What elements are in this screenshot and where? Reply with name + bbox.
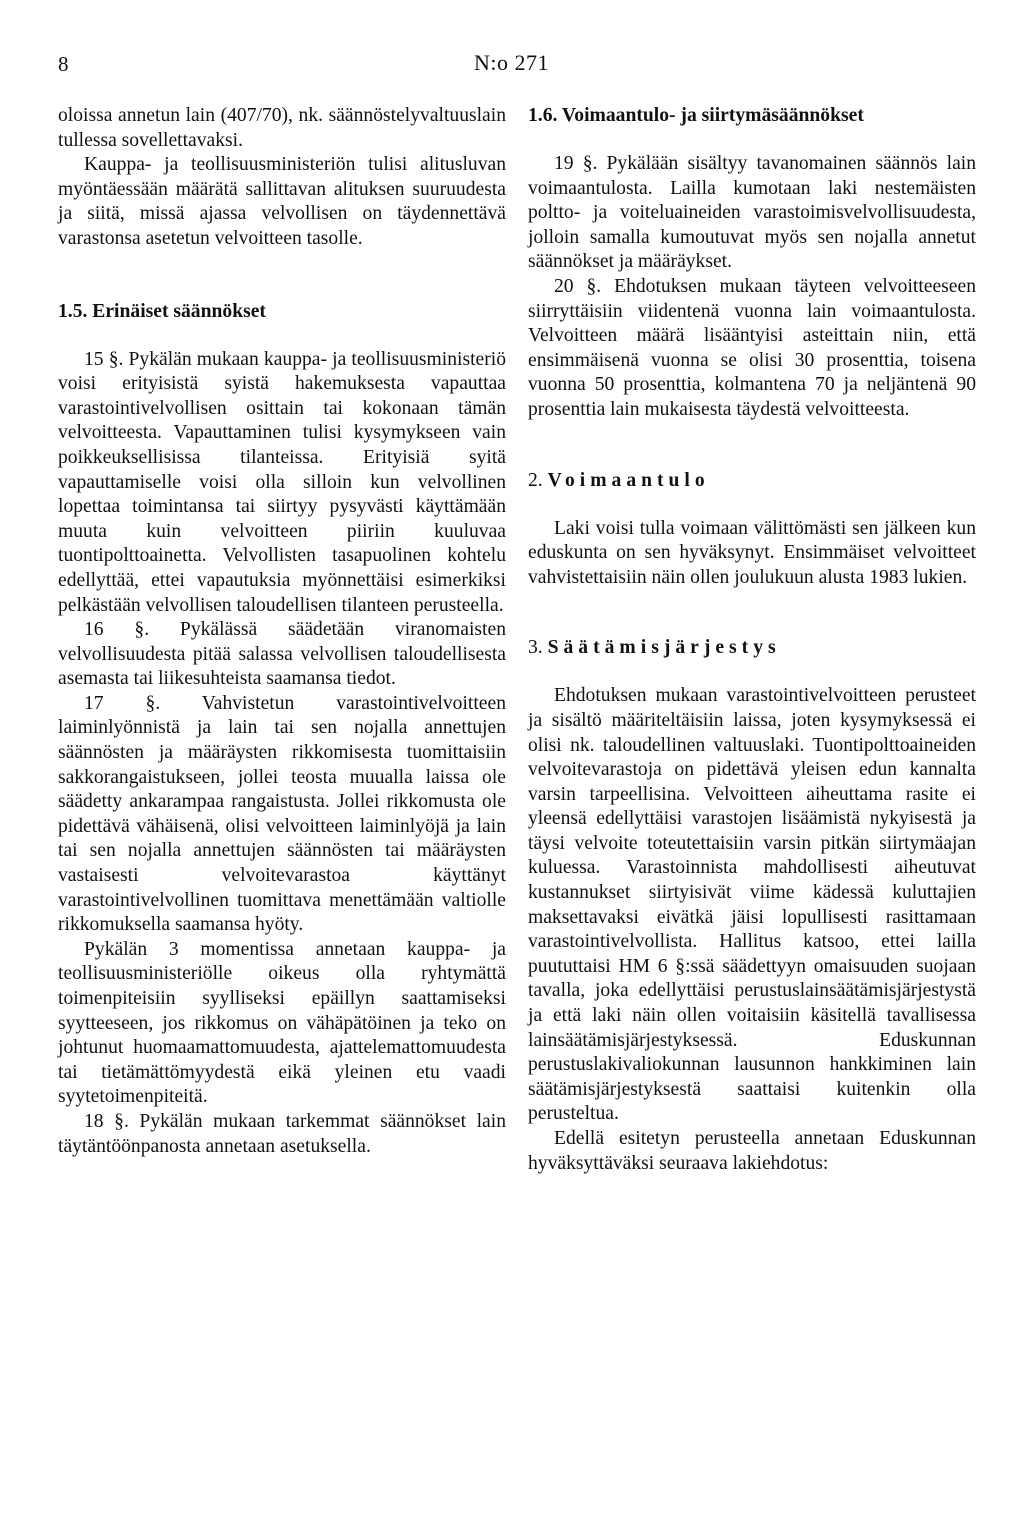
paragraph-section-17: 17 §. Vahvistetun varastointivelvoitteen laiminlyönnistä ja lain tai sen nojalla annettujen säännösten ja määräysten rikkomisesta tuomittaisiin sakkorangaistukseen, jollei teosta muualla laissa ole säädetty ankarampaa rangaistusta. Jollei rikkomusta ole pidettävä vähäisenä, olisi velvoitteen laiminlyöjä ja lain tai sen nojalla annettujen säännösten tai määräysten vastaisesti velvoitevarastoa käyttänyt varastointivelvollinen tuomittava menettämään valtiolle rikkomuksella saamansa hyöty. — [58, 692, 506, 936]
right-column — [528, 104, 976, 1176]
paragraph-intro: oloissa annetun lain (407/70), nk. säännöstelyvaltuuslain tullessa sovellettavaksi. — [58, 105, 506, 151]
paragraph-section-15: 15 §. Pykälän mukaan kauppa- ja teollisuusministeriö voisi erityisistä syistä hakemuksesta vapauttaa varastointivelvollisen osittain tai kokonaan tämän velvoitteesta. Vapauttaminen tulisi kysymykseen vain poikkeuksellisissa tilanteissa. Erityisiä syitä vapauttamiselle voisi olla silloin kun velvollinen lopettaa toimintansa tai siirtyy pysyvästi käyttämään muuta kuin velvoitteen piiriin kuuluvaa tuontipolttoainetta. Velvollisten tasapuolinen kohtelu edellyttää, ettei vapautuksia myönnettäisi esimerkiksi pelkästään velvollisen taloudellisen tilanteen perusteella. — [58, 348, 506, 616]
paragraph-section-16: 16 §. Pykälässä säädetään viranomaisten velvollisuudesta pitää salassa velvollisen taloudellisesta asemasta tai liikesuhteista saamansa tiedot. — [58, 619, 506, 690]
section-heading-3-number: 3. — [528, 637, 543, 659]
section-heading-3-title: Säätämisjärjestys — [547, 637, 781, 659]
paragraph-voimaantulo: Laki voisi tulla voimaan välittömästi sen jälkeen kun eduskunta on sen hyväksynyt. Ensimmäiset velvoitteet vahvistettaisiin näin ollen joulukuun alusta 1983 lukien. — [528, 517, 976, 588]
section-heading-1-5: 1.5. Erinäiset säännökset — [58, 300, 266, 322]
document-number: N:o 271 — [474, 50, 549, 75]
paragraph-section-20: 20 §. Ehdotuksen mukaan täyteen velvoitteeseen siirryttäisiin viidentenä vuonna lain voimaantulosta. Velvoitteen määrä lisääntyisi asteittain niin, että ensimmäisenä vuonna se olisi 30 prosenttia, toisena vuonna 50 prosenttia, kolmantena 70 ja neljäntenä 90 prosenttia lain mukaisesta täydestä velvoitteesta. — [528, 275, 976, 420]
paragraph-lakiehdotus: Edellä esitetyn perusteella annetaan Eduskunnan hyväksyttäväksi seuraava lakiehdotus: — [528, 1128, 976, 1174]
section-heading-2-title: Voimaantulo — [547, 469, 710, 491]
left-column — [58, 104, 506, 1159]
section-heading-2 — [528, 469, 976, 493]
section-heading-2-number: 2. — [528, 469, 543, 491]
paragraph-saatamisjarjestys: Ehdotuksen mukaan varastointivelvoitteen perusteet ja sisältö määriteltäisiin laissa, joten kysymyksessä ei olisi nk. taloudellinen valtuuslaki. Tuontipolttoaineiden velvoitevarastoja on pidettävä yleisen edun kannalta varsin tarpeellisina. Velvoitteen aiheuttama rasite ei yleensä edellyttäisi varastojen lisäämistä nykyisestä ja täysi velvoite toteutettaisiin varsin pitkän siirtymäajan kuluessa. Varastoinnista mahdollisesti aiheutuvat kustannukset siirtyisivät viime kädessä kuluttajien maksettavaksi eivätkä jäisi lopullisesti rasittamaan varastointivelvollista. Hallitus katsoo, ettei lailla puututtaisi HM 6 §:ssä säädettyyn omaisuuden suojaan tavalla, joka edellyttäisi perustuslainsäätämisjärjestystä ja että laki näin ollen voitaisiin käsitellä tavallisessa lainsäätämisjärjestyksessä. Eduskunnan perustuslakivaliokunnan lausunnon hankkiminen lain säätämisjärjestyksestä saattaisi kuitenkin olla perusteltua. — [528, 685, 976, 1125]
paragraph-section-19: 19 §. Pykälään sisältyy tavanomainen säännös lain voimaantulosta. Lailla kumotaan laki nestemäisten poltto- ja voiteluaineiden varastoimisvelvollisuudesta, jolloin samalla kumoutuvat myös sen nojalla annetut säännökset ja määräykset. — [528, 153, 976, 273]
section-heading-3 — [528, 636, 976, 660]
section-heading-1-6: 1.6. Voimaantulo- ja siirtymäsäännökset — [528, 105, 864, 126]
paragraph-section-18: 18 §. Pykälän mukaan tarkemmat säännökset lain täytäntöönpanosta annetaan asetuksella. — [58, 1110, 506, 1157]
paragraph-alitus: Kauppa- ja teollisuusministeriön tulisi alitusluvan myöntäessään määrätä sallittavan alituksen suuruudesta ja siitä, missä ajassa velvollisen on täydennettävä varastonsa asetetun velvoitteen tasolle. — [58, 154, 506, 249]
paragraph-section-17-moment-3: Pykälän 3 momentissa annetaan kauppa- ja teollisuusministeriölle oikeus olla ryhtymättä toimenpiteisiin syylliseksi epäillyn saattamiseksi syytteeseen, jos rikkomus on vähäpätöinen ja teko on johtunut huomaamattomuudesta, ajattelemattomuudesta tai tietämättömyydestä eikä yleinen etu vaadi syytetoimenpiteitä. — [58, 938, 506, 1108]
page-number: 8 — [58, 52, 69, 76]
